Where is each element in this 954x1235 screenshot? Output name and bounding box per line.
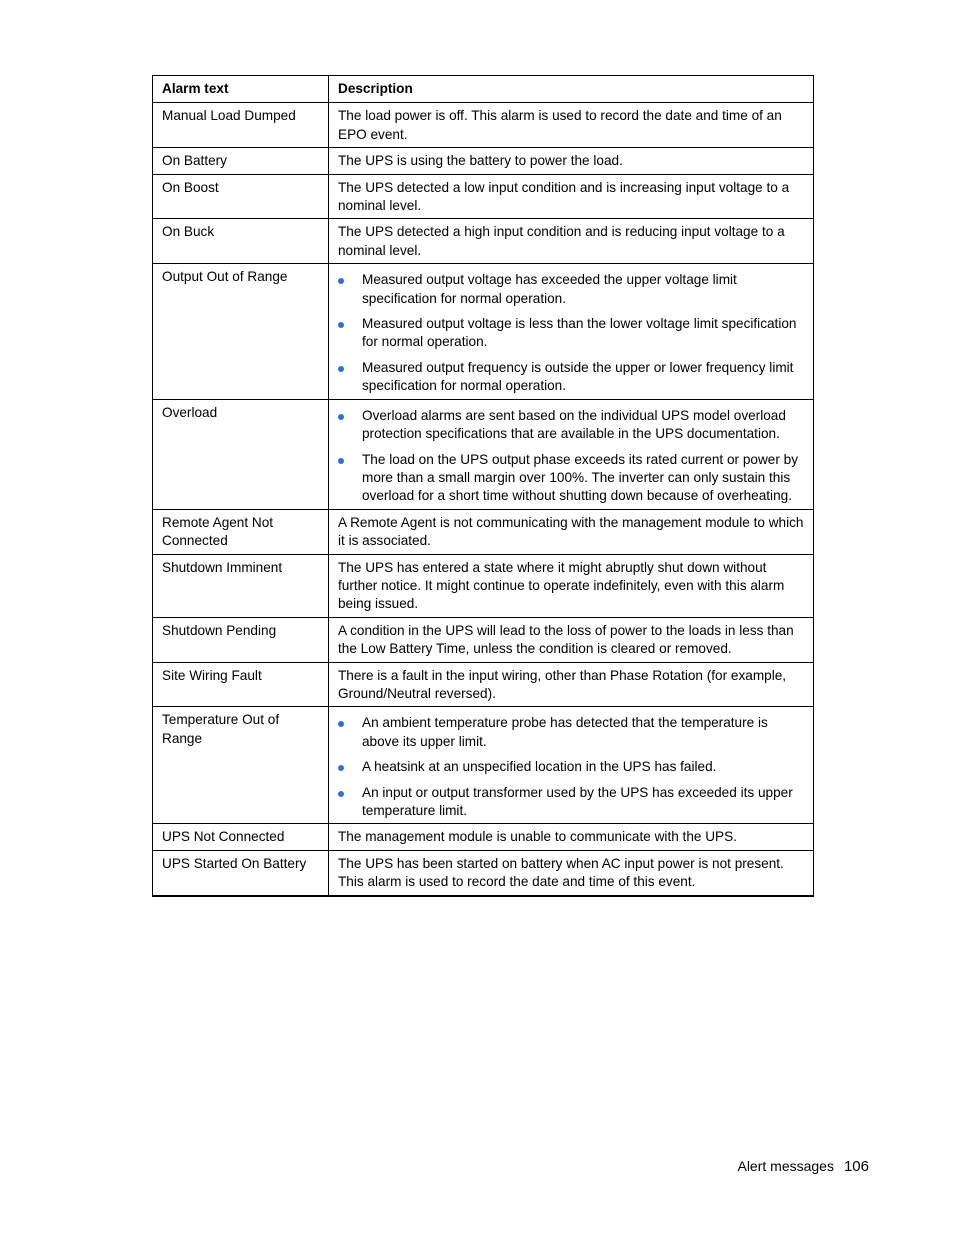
bullet-icon	[338, 414, 344, 420]
list-item	[338, 784, 805, 821]
alarm-text-cell: UPS Not Connected	[153, 824, 329, 850]
bullet-text: Measured output voltage has exceeded the upper voltage limit specification for normal operation.	[362, 272, 737, 306]
bullet-text: Measured output frequency is outside the upper or lower frequency limit specification for normal operation.	[362, 359, 794, 394]
description-cell	[329, 662, 814, 707]
table-row	[153, 509, 814, 554]
list-item	[338, 315, 805, 352]
alarm-text-cell: On Buck	[153, 219, 329, 264]
bullet-text: An input or output transformer used by the UPS has exceeded its upper temperature limit.	[362, 784, 793, 818]
bullet-icon	[338, 322, 344, 328]
alarm-text-cell: UPS Started On Battery	[153, 850, 329, 895]
bullet-text: An ambient temperature probe has detected that the temperature is above its upper limit.	[362, 715, 768, 749]
description-bullet-list	[338, 714, 805, 820]
bullet-icon	[338, 721, 344, 727]
description-text: A condition in the UPS will lead to the loss of power to the loads in less than the Low Battery Time, unless the condition is cleared or removed.	[338, 622, 794, 657]
description-text: The management module is unable to communicate with the UPS.	[338, 829, 737, 845]
description-cell	[329, 554, 814, 617]
alarm-text-cell: Manual Load Dumped	[153, 103, 329, 148]
table-row	[153, 148, 814, 174]
description-cell	[329, 509, 814, 554]
description-cell	[329, 824, 814, 850]
description-cell	[329, 399, 814, 509]
alarm-text-cell: Remote Agent Not Connected	[153, 509, 329, 554]
description-text: The UPS detected a low input condition and is increasing input voltage to a nominal level.	[338, 179, 790, 214]
table-row	[153, 174, 814, 219]
description-cell	[329, 617, 814, 662]
description-cell	[329, 264, 814, 399]
description-bullet-list	[338, 271, 805, 395]
description-cell	[329, 103, 814, 148]
page-number: 106	[843, 1158, 869, 1175]
bullet-icon	[338, 366, 344, 372]
description-text: The UPS has entered a state where it might abruptly shut down without further notice. It might continue to operate indefinitely, even with this alarm being issued.	[338, 559, 785, 612]
column-header-alarm-text: Alarm text	[153, 76, 329, 103]
description-bullet-list	[338, 407, 805, 506]
description-cell	[329, 219, 814, 264]
bullet-text: Overload alarms are sent based on the individual UPS model overload protection specifications that are available in the UPS documentation.	[362, 407, 786, 442]
description-cell	[329, 148, 814, 174]
page-footer	[737, 1158, 869, 1175]
table-row	[153, 707, 814, 824]
table-header-row	[153, 76, 814, 103]
list-item	[338, 714, 805, 751]
alarm-text-cell: Site Wiring Fault	[153, 662, 329, 707]
alarm-table	[152, 75, 814, 897]
list-item	[338, 359, 805, 396]
description-text: There is a fault in the input wiring, other than Phase Rotation (for example, Ground/Neutral reversed).	[338, 667, 787, 701]
alarm-text-cell: Shutdown Imminent	[153, 554, 329, 617]
bullet-icon	[338, 458, 344, 464]
bullet-icon	[338, 791, 344, 797]
table-row	[153, 103, 814, 148]
table-row	[153, 824, 814, 850]
alarm-text-cell: On Battery	[153, 148, 329, 174]
description-text: The UPS detected a high input condition and is reducing input voltage to a nominal level.	[338, 224, 785, 258]
list-item	[338, 758, 805, 776]
description-cell	[329, 707, 814, 824]
table-row	[153, 264, 814, 399]
alarm-text-cell: Overload	[153, 399, 329, 509]
footer-section-title: Alert messages	[737, 1158, 834, 1174]
list-item	[338, 271, 805, 308]
description-text: The UPS has been started on battery when AC input power is not present. This alarm is used to record the date and time of this event.	[338, 855, 784, 890]
bullet-icon	[338, 278, 344, 284]
bullet-text: Measured output voltage is less than the lower voltage limit specification for normal operation.	[362, 316, 797, 350]
table-row	[153, 219, 814, 264]
column-header-description: Description	[329, 76, 814, 103]
alarm-text-cell: Shutdown Pending	[153, 617, 329, 662]
bullet-text: The load on the UPS output phase exceeds its rated current or power by more than a small margin over 100%. The inverter can only sustain this overload for a short time without shutting down because of overheating.	[362, 451, 799, 504]
alarm-text-cell: On Boost	[153, 174, 329, 219]
table-row	[153, 554, 814, 617]
bullet-text: A heatsink at an unspecified location in the UPS has failed.	[362, 759, 717, 775]
table-row	[153, 662, 814, 707]
description-text: The UPS is using the battery to power the load.	[338, 153, 623, 169]
table-row	[153, 850, 814, 895]
bullet-icon	[338, 765, 344, 771]
description-text: The load power is off. This alarm is used to record the date and time of an EPO event.	[338, 108, 782, 142]
description-cell	[329, 174, 814, 219]
alarm-text-cell: Output Out of Range	[153, 264, 329, 399]
table-row	[153, 617, 814, 662]
description-cell	[329, 850, 814, 895]
list-item	[338, 407, 805, 444]
list-item	[338, 451, 805, 506]
table-body	[153, 103, 814, 896]
alarm-text-cell: Temperature Out of Range	[153, 707, 329, 824]
table-row	[153, 399, 814, 509]
description-text: A Remote Agent is not communicating with the management module to which it is associated.	[338, 514, 804, 549]
